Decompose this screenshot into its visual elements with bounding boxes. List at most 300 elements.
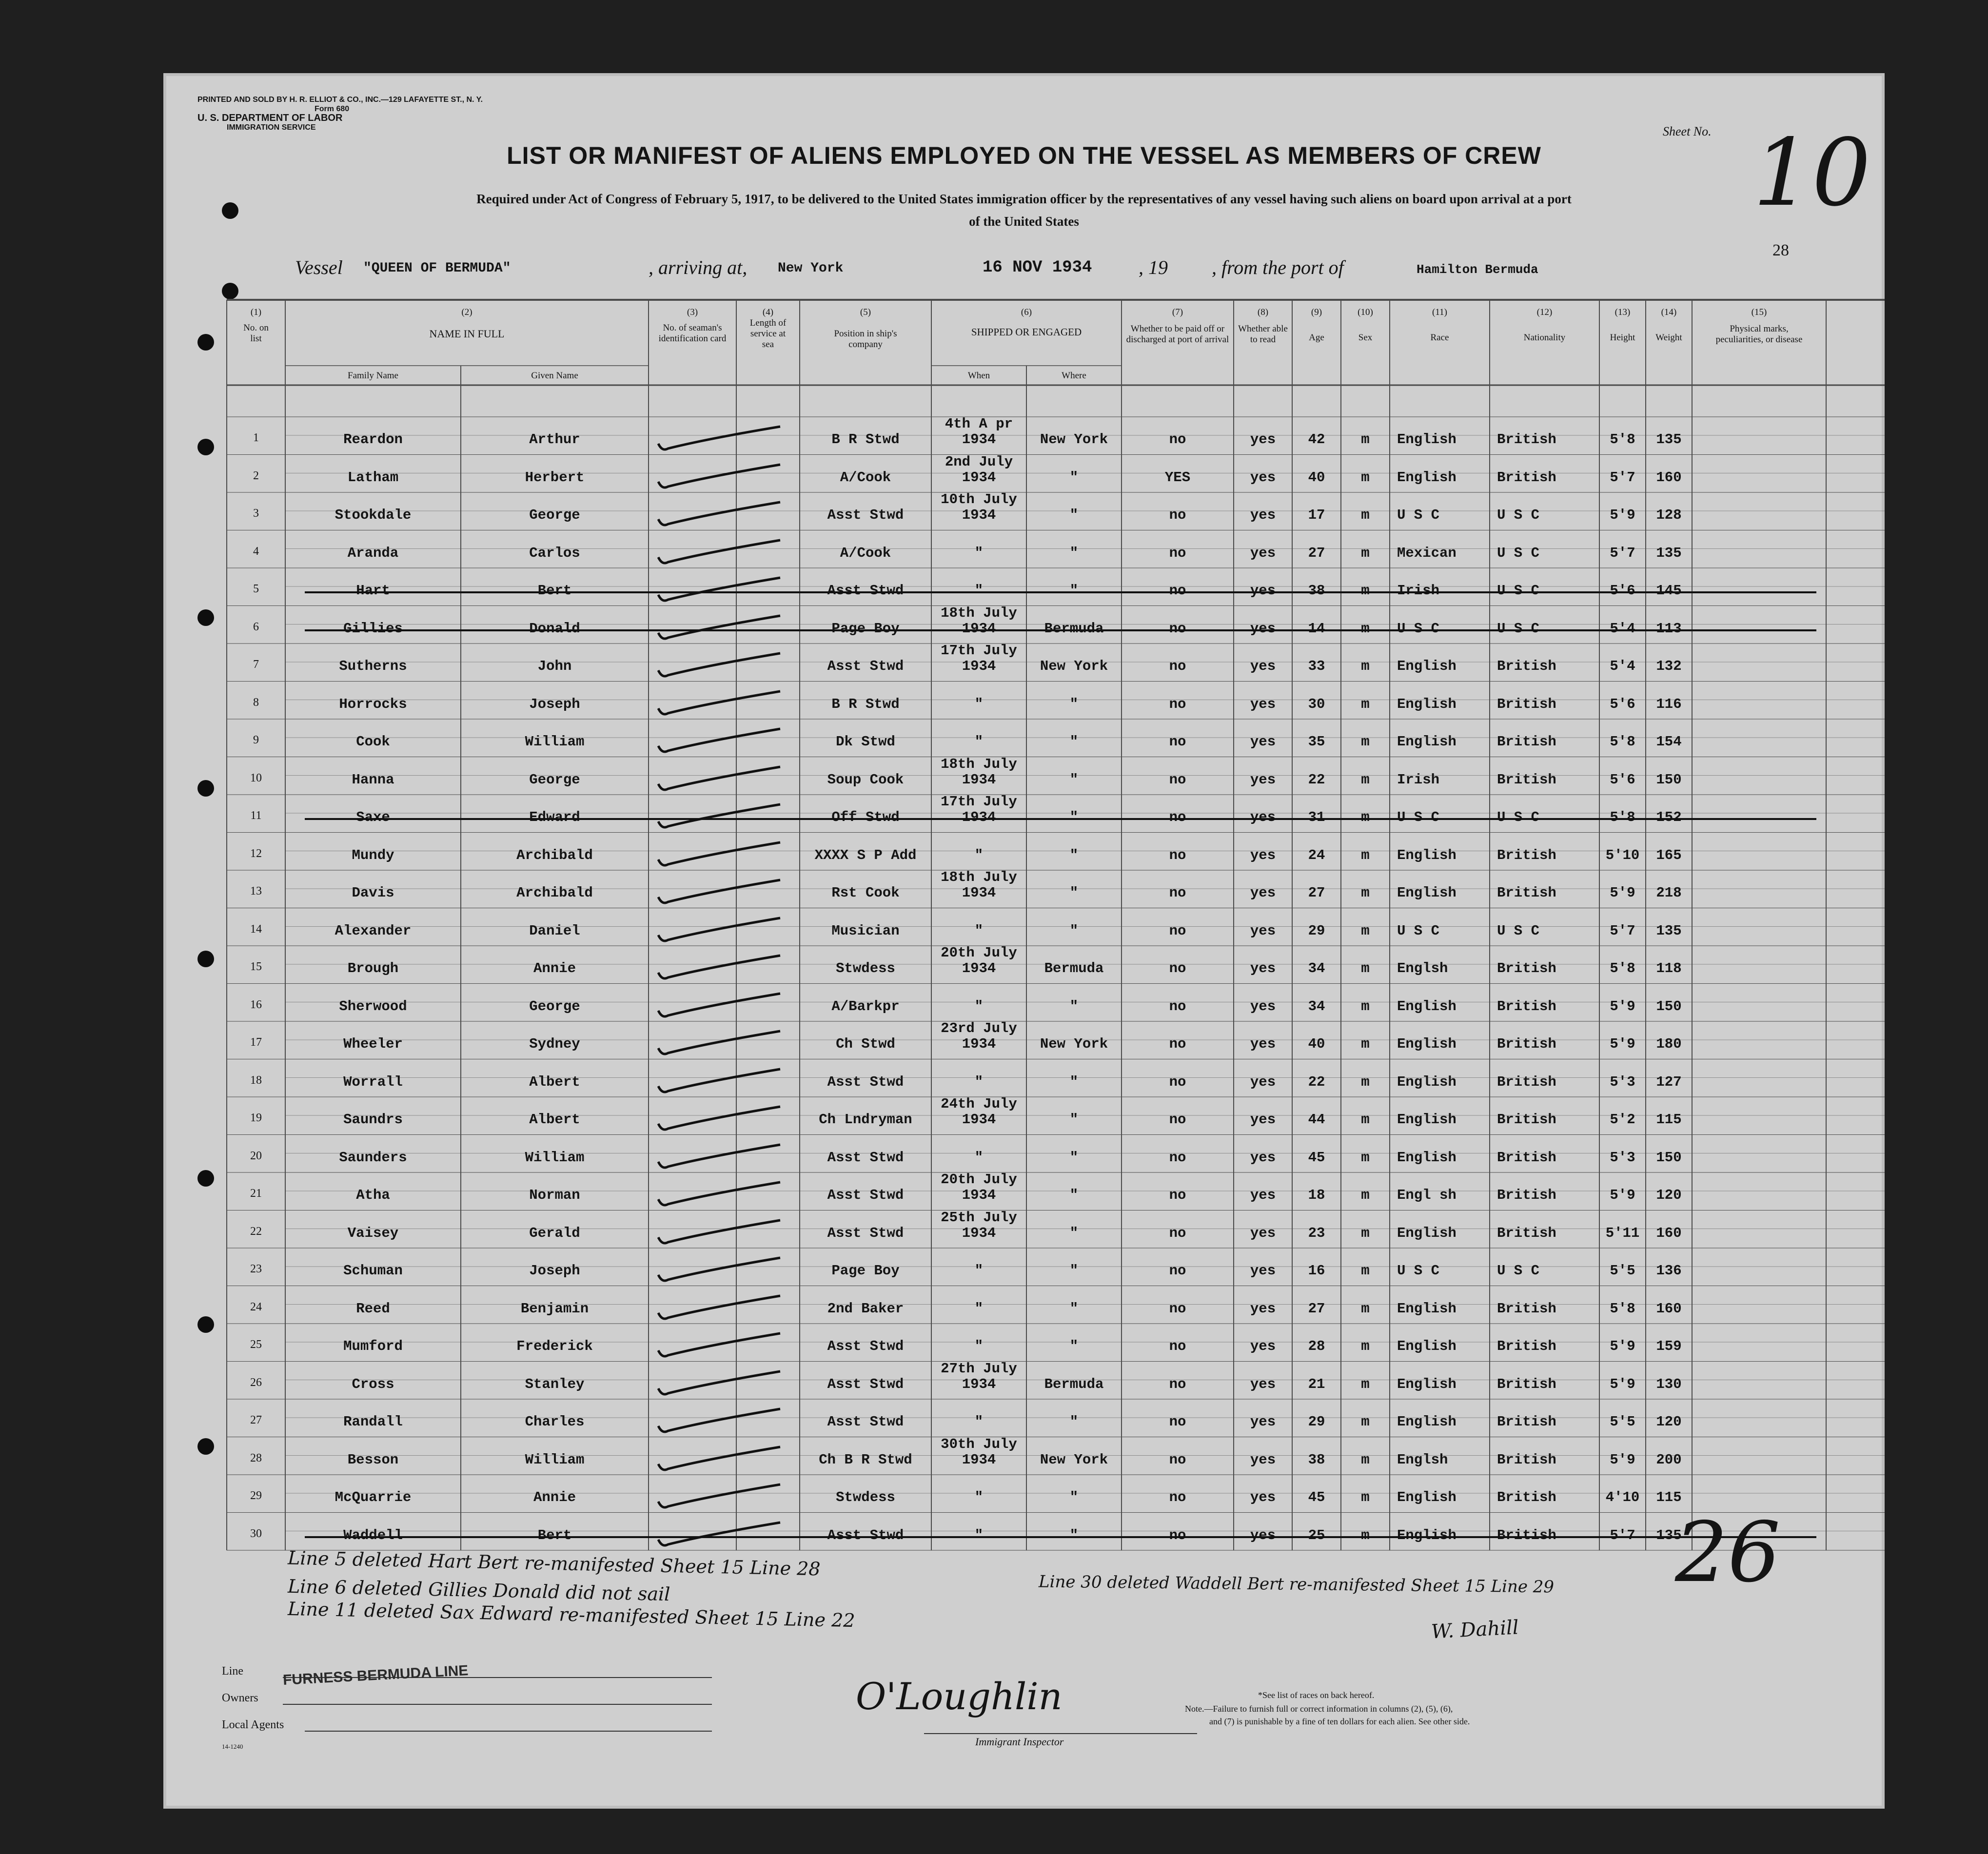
cell-read: yes — [1250, 1225, 1276, 1241]
cell-read: yes — [1250, 1451, 1276, 1468]
cell-when-date: 23rd July — [941, 1020, 1017, 1036]
cell-when: 1934 — [962, 960, 996, 976]
cell-read: yes — [1250, 998, 1276, 1015]
check-mark-icon — [649, 1442, 785, 1476]
from-label: , from the port of — [1212, 256, 1344, 278]
cell-when: " — [974, 922, 984, 939]
vessel-label: Vessel — [295, 256, 343, 278]
department-line: U. S. DEPARTMENT OF LABOR — [197, 113, 343, 123]
cell-nat: British — [1497, 1225, 1556, 1241]
arriving-label: , arriving at, — [649, 256, 748, 278]
cell-height: 5'10 — [1605, 847, 1640, 863]
cell-paid: no — [1169, 658, 1186, 674]
col-header-when: When — [967, 371, 990, 381]
cell-weight: 154 — [1656, 734, 1682, 750]
cell-position: Ch B R Stwd — [819, 1451, 912, 1468]
cell-weight: 160 — [1656, 1300, 1682, 1317]
cell-family: Hanna — [352, 771, 394, 788]
cell-paid: YES — [1164, 469, 1191, 486]
cell-no: 12 — [250, 847, 262, 860]
cell-read: yes — [1250, 1338, 1276, 1354]
cell-weight: 115 — [1656, 1112, 1682, 1128]
cell-family: Saunders — [339, 1149, 407, 1166]
col-header-no: No. on list — [243, 323, 269, 344]
cell-weight: 150 — [1656, 998, 1682, 1015]
cell-paid: no — [1169, 809, 1186, 825]
cell-given: Albert — [529, 1112, 580, 1128]
check-mark-icon — [649, 838, 785, 872]
cell-family: Cross — [352, 1376, 394, 1392]
cell-read: yes — [1250, 1112, 1276, 1128]
col-header-shipped: SHIPPED OR ENGAGED — [971, 326, 1082, 338]
initials: W. Dahill — [1430, 1616, 1519, 1643]
cell-height: 5'3 — [1610, 1149, 1635, 1166]
cell-paid: no — [1169, 1225, 1186, 1241]
form-code: 14-1240 — [222, 1743, 243, 1750]
line-label: Line — [222, 1665, 243, 1678]
cell-when-date: 2nd July — [945, 453, 1013, 470]
cell-no: 17 — [250, 1036, 262, 1049]
cell-given: Gerald — [529, 1225, 580, 1241]
cell-nat: British — [1497, 771, 1556, 788]
cell-race: English — [1397, 1414, 1457, 1430]
cell-family: Sherwood — [339, 998, 407, 1015]
cell-when: " — [974, 1414, 984, 1430]
cell-nat: British — [1497, 885, 1556, 901]
cell-position: Stwdess — [836, 1489, 895, 1505]
cell-when-date: 17th July — [941, 794, 1017, 810]
check-mark-icon — [649, 762, 785, 796]
cell-when-date: 18th July — [941, 869, 1017, 885]
cell-race: English — [1397, 734, 1457, 750]
cell-age: 40 — [1308, 469, 1325, 486]
cell-position: Off Stwd — [831, 809, 900, 825]
cell-family: Mumford — [343, 1338, 403, 1354]
cell-sex: m — [1361, 583, 1370, 599]
cell-race: Irish — [1397, 771, 1440, 788]
cell-no: 7 — [253, 658, 259, 671]
cell-where: " — [1069, 1263, 1079, 1279]
cell-when: " — [974, 583, 984, 599]
cell-given: Donald — [529, 620, 580, 637]
check-mark-icon — [649, 1328, 785, 1363]
cell-paid: no — [1169, 1300, 1186, 1317]
cell-no: 29 — [250, 1489, 262, 1502]
cell-nat: British — [1497, 960, 1556, 976]
col-header-sex: Sex — [1358, 332, 1373, 343]
cell-family: Wheeler — [343, 1036, 403, 1052]
cell-height: 5'6 — [1610, 771, 1635, 788]
cell-sex: m — [1361, 620, 1370, 637]
cell-where: " — [1069, 1300, 1079, 1317]
corner-number: 28 — [1772, 241, 1789, 259]
cell-age: 27 — [1308, 1300, 1325, 1317]
col-num: (14) — [1661, 307, 1677, 317]
col-num: (2) — [461, 307, 472, 317]
cell-read: yes — [1250, 771, 1276, 788]
arrival-date: 16 NOV 1934 — [983, 258, 1092, 277]
subtitle-line: of the United States — [969, 214, 1079, 229]
col-header-service: Length of service at sea — [749, 318, 787, 350]
cell-age: 35 — [1308, 734, 1325, 750]
cell-family: Reardon — [343, 431, 403, 448]
cell-paid: no — [1169, 771, 1186, 788]
cell-no: 20 — [250, 1149, 262, 1162]
cell-race: English — [1397, 431, 1457, 448]
cell-position: Asst Stwd — [827, 1376, 904, 1392]
owners-rule — [283, 1704, 712, 1705]
cell-height: 5'8 — [1610, 734, 1635, 750]
col-header-position: Position in ship's company — [834, 329, 897, 350]
cell-race: English — [1397, 696, 1457, 712]
cell-when-date: 18th July — [941, 605, 1017, 621]
cell-weight: 127 — [1656, 1073, 1682, 1090]
cell-family: McQuarrie — [335, 1489, 412, 1505]
cell-when-date: 25th July — [941, 1209, 1017, 1226]
cell-where: " — [1069, 1187, 1079, 1203]
cell-position: Asst Stwd — [827, 507, 904, 523]
printer-line: PRINTED AND SOLD BY H. R. ELLIOT & CO., INC.—129 LAFAYETTE ST., N. Y. — [197, 96, 483, 104]
cell-read: yes — [1250, 431, 1276, 448]
cell-read: yes — [1250, 885, 1276, 901]
cell-read: yes — [1250, 922, 1276, 939]
cell-height: 5'9 — [1610, 507, 1635, 523]
cell-when: " — [974, 1073, 984, 1090]
race-footnote: *See list of races on back hereof. — [1258, 1690, 1375, 1700]
cell-sex: m — [1361, 658, 1370, 674]
cell-height: 5'7 — [1610, 1527, 1635, 1543]
sheet-no-label: Sheet No. — [1663, 124, 1712, 138]
cell-read: yes — [1250, 1376, 1276, 1392]
cell-position: Asst Stwd — [827, 658, 904, 674]
cell-family: Besson — [347, 1451, 399, 1468]
cell-read: yes — [1250, 696, 1276, 712]
cell-sex: m — [1361, 1489, 1370, 1505]
cell-where: " — [1069, 507, 1079, 523]
cell-no: 19 — [250, 1112, 262, 1124]
cell-where: " — [1069, 583, 1079, 599]
cell-paid: no — [1169, 431, 1186, 448]
cell-weight: 135 — [1656, 431, 1682, 448]
cell-nat: U S C — [1497, 545, 1540, 561]
cell-no: 5 — [253, 583, 259, 595]
cell-when: " — [974, 1527, 984, 1543]
check-mark-icon — [649, 1215, 785, 1249]
col-header-where: Where — [1062, 371, 1086, 381]
cell-height: 5'11 — [1605, 1225, 1640, 1241]
cell-age: 45 — [1308, 1149, 1325, 1166]
col-header-height: Height — [1610, 332, 1635, 343]
col-header-race: Race — [1430, 332, 1449, 343]
cell-weight: 132 — [1656, 658, 1682, 674]
cell-race: English — [1397, 1527, 1457, 1543]
cell-read: yes — [1250, 734, 1276, 750]
cell-where: " — [1069, 696, 1079, 712]
cell-when: 1934 — [962, 620, 996, 637]
check-mark-icon — [649, 573, 785, 607]
cell-height: 5'8 — [1610, 809, 1635, 825]
check-mark-icon — [649, 1366, 785, 1401]
strike-line — [305, 1536, 1816, 1538]
cell-position: 2nd Baker — [827, 1300, 904, 1317]
cell-sex: m — [1361, 1225, 1370, 1241]
cell-weight: 135 — [1656, 922, 1682, 939]
cell-no: 30 — [250, 1527, 262, 1540]
cell-position: B R Stwd — [831, 696, 900, 712]
cell-weight: 120 — [1656, 1414, 1682, 1430]
cell-paid: no — [1169, 1338, 1186, 1354]
cell-sex: m — [1361, 960, 1370, 976]
cell-read: yes — [1250, 960, 1276, 976]
cell-weight: 165 — [1656, 847, 1682, 863]
agents-rule — [305, 1731, 712, 1732]
cell-family: Atha — [356, 1187, 390, 1203]
cell-given: Herbert — [525, 469, 585, 486]
cell-age: 25 — [1308, 1527, 1325, 1543]
cell-paid: no — [1169, 620, 1186, 637]
cell-age: 30 — [1308, 696, 1325, 712]
cell-position: A/Cook — [840, 469, 891, 486]
cell-family: Brough — [347, 960, 399, 976]
col-num: (5) — [860, 307, 871, 317]
cell-given: Bert — [537, 583, 572, 599]
cell-where: " — [1069, 469, 1079, 486]
cell-given: Archibald — [516, 847, 593, 863]
cell-no: 22 — [250, 1225, 262, 1238]
cell-position: Page Boy — [831, 1263, 900, 1279]
cell-sex: m — [1361, 1376, 1370, 1392]
cell-paid: no — [1169, 1112, 1186, 1128]
cell-weight: 160 — [1656, 469, 1682, 486]
cell-family: Stookdale — [335, 507, 412, 523]
cell-weight: 159 — [1656, 1338, 1682, 1354]
cell-height: 5'9 — [1610, 1338, 1635, 1354]
cell-when-date: 4th A pr — [945, 416, 1013, 432]
cell-no: 13 — [250, 885, 262, 898]
cell-position: Asst Stwd — [827, 1073, 904, 1090]
check-mark-icon — [649, 1480, 785, 1514]
strike-line — [305, 629, 1816, 631]
cell-weight: 113 — [1656, 620, 1682, 637]
cell-weight: 160 — [1656, 1225, 1682, 1241]
cell-position: Ch Stwd — [836, 1036, 895, 1052]
cell-where: " — [1069, 1527, 1079, 1543]
cell-no: 1 — [253, 431, 259, 444]
signature-rule — [924, 1733, 1197, 1734]
cell-where: New York — [1040, 658, 1108, 674]
cell-where: " — [1069, 545, 1079, 561]
cell-nat: U S C — [1497, 507, 1540, 523]
cell-given: Joseph — [529, 1263, 580, 1279]
col-header-family: Family Name — [348, 371, 398, 381]
fine-note: Note.—Failure to furnish full or correct information in columns (2), (5), (6), — [1185, 1704, 1453, 1714]
cell-family: Saundrs — [343, 1112, 403, 1128]
cell-given: Stanley — [525, 1376, 585, 1392]
cell-weight: 120 — [1656, 1187, 1682, 1203]
cell-given: Annie — [533, 1489, 576, 1505]
cell-family: Davis — [352, 885, 394, 901]
cell-no: 24 — [250, 1300, 262, 1313]
cell-family: Latham — [347, 469, 399, 486]
cell-family: Saxe — [356, 809, 390, 825]
check-mark-icon — [649, 724, 785, 758]
cell-family: Waddell — [343, 1527, 403, 1543]
cell-read: yes — [1250, 1527, 1276, 1543]
cell-race: Mexican — [1397, 545, 1457, 561]
check-mark-icon — [649, 800, 785, 834]
cell-sex: m — [1361, 469, 1370, 486]
cell-when: 1934 — [962, 809, 996, 825]
cell-family: Reed — [356, 1300, 390, 1317]
cell-weight: 118 — [1656, 960, 1682, 976]
cell-age: 21 — [1308, 1376, 1325, 1392]
cell-height: 5'7 — [1610, 469, 1635, 486]
cell-nat: British — [1497, 1073, 1556, 1090]
cell-no: 28 — [250, 1451, 262, 1464]
arriving-port: New York — [778, 261, 844, 276]
cell-paid: no — [1169, 507, 1186, 523]
cell-when-date: 20th July — [941, 945, 1017, 961]
cell-given: William — [525, 1451, 585, 1468]
cell-given: John — [537, 658, 572, 674]
cell-given: George — [529, 771, 580, 788]
cell-when-date: 18th July — [941, 756, 1017, 772]
cell-sex: m — [1361, 922, 1370, 939]
cell-no: 6 — [253, 620, 259, 633]
cell-no: 3 — [253, 507, 259, 520]
cell-sex: m — [1361, 1300, 1370, 1317]
cell-height: 4'10 — [1605, 1489, 1640, 1505]
col-num: (6) — [1021, 307, 1032, 317]
cell-height: 5'8 — [1610, 431, 1635, 448]
cell-nat: British — [1497, 658, 1556, 674]
service-line: IMMIGRATION SERVICE — [227, 123, 316, 132]
check-mark-icon — [649, 1291, 785, 1325]
cell-weight: 218 — [1656, 885, 1682, 901]
cell-race: English — [1397, 1376, 1457, 1392]
cell-when: 1934 — [962, 507, 996, 523]
cell-race: English — [1397, 1149, 1457, 1166]
cell-sex: m — [1361, 1263, 1370, 1279]
cell-paid: no — [1169, 885, 1186, 901]
cell-nat: U S C — [1497, 583, 1540, 599]
cell-paid: no — [1169, 922, 1186, 939]
cell-nat: British — [1497, 1376, 1556, 1392]
strike-line — [305, 818, 1816, 820]
cell-given: Joseph — [529, 696, 580, 712]
cell-read: yes — [1250, 1263, 1276, 1279]
cell-sex: m — [1361, 847, 1370, 863]
cell-weight: 128 — [1656, 507, 1682, 523]
check-mark-icon — [649, 611, 785, 645]
cell-paid: no — [1169, 1187, 1186, 1203]
cell-position: XXXX S P Add — [814, 847, 917, 863]
cell-position: A/Cook — [840, 545, 891, 561]
cell-given: Albert — [529, 1073, 580, 1090]
cell-height: 5'6 — [1610, 583, 1635, 599]
cell-when-date: 24th July — [941, 1096, 1017, 1112]
cell-given: George — [529, 507, 580, 523]
cell-position: Ch Lndryman — [819, 1112, 912, 1128]
cell-sex: m — [1361, 1338, 1370, 1354]
cell-race: English — [1397, 658, 1457, 674]
cell-read: yes — [1250, 1489, 1276, 1505]
check-mark-icon — [649, 497, 785, 531]
col-num: (11) — [1432, 307, 1447, 317]
cell-position: Asst Stwd — [827, 1187, 904, 1203]
cell-read: yes — [1250, 1414, 1276, 1430]
cell-race: U S C — [1397, 809, 1440, 825]
cell-where: " — [1069, 998, 1079, 1015]
cell-family: Vaisey — [347, 1225, 399, 1241]
cell-age: 23 — [1308, 1225, 1325, 1241]
col-num: (1) — [250, 307, 262, 317]
cell-when-date: 20th July — [941, 1171, 1017, 1188]
cell-given: William — [525, 734, 585, 750]
cell-where: " — [1069, 847, 1079, 863]
page-title: LIST OR MANIFEST OF ALIENS EMPLOYED ON THE VESSEL AS MEMBERS OF CREW — [507, 142, 1541, 169]
cell-when: " — [974, 696, 984, 712]
cell-sex: m — [1361, 1414, 1370, 1430]
cell-weight: 136 — [1656, 1263, 1682, 1279]
cell-given: George — [529, 998, 580, 1015]
cell-family: Worrall — [343, 1073, 403, 1090]
cell-position: Asst Stwd — [827, 1414, 904, 1430]
cell-age: 34 — [1308, 960, 1325, 976]
cell-weight: 130 — [1656, 1376, 1682, 1392]
cell-age: 27 — [1308, 885, 1325, 901]
cell-when: 1934 — [962, 469, 996, 486]
check-mark-icon — [649, 648, 785, 683]
cell-age: 14 — [1308, 620, 1325, 637]
cell-position: Asst Stwd — [827, 583, 904, 599]
cell-race: U S C — [1397, 620, 1440, 637]
cell-given: Charles — [525, 1414, 585, 1430]
cell-age: 45 — [1308, 1489, 1325, 1505]
col-num: (9) — [1311, 307, 1322, 317]
cell-when: " — [974, 1263, 984, 1279]
cell-no: 18 — [250, 1073, 262, 1087]
cell-family: Sutherns — [339, 658, 407, 674]
cell-no: 16 — [250, 998, 262, 1011]
cell-weight: 150 — [1656, 771, 1682, 788]
cell-sex: m — [1361, 809, 1370, 825]
check-mark-icon — [649, 460, 785, 494]
col-num: (15) — [1751, 307, 1767, 317]
cell-race: Englsh — [1397, 960, 1448, 976]
cell-position: Asst Stwd — [827, 1527, 904, 1543]
cell-when: " — [974, 1300, 984, 1317]
cell-age: 40 — [1308, 1036, 1325, 1052]
cell-where: Bermuda — [1044, 1376, 1104, 1392]
cell-family: Randall — [343, 1414, 403, 1430]
col-header-nationality: Nationality — [1523, 332, 1566, 343]
cell-when: " — [974, 545, 984, 561]
cell-no: 26 — [250, 1376, 262, 1389]
cell-position: Soup Cook — [827, 771, 904, 788]
cell-position: A/Barkpr — [831, 998, 900, 1015]
cell-when: 1934 — [962, 658, 996, 674]
col-num: (10) — [1358, 307, 1373, 317]
check-mark-icon — [649, 686, 785, 721]
cell-age: 38 — [1308, 583, 1325, 599]
cell-height: 5'5 — [1610, 1414, 1635, 1430]
col-num: (13) — [1614, 307, 1631, 317]
cell-sex: m — [1361, 885, 1370, 901]
cell-where: " — [1069, 771, 1079, 788]
cell-sex: m — [1361, 771, 1370, 788]
cell-nat: British — [1497, 1451, 1556, 1468]
